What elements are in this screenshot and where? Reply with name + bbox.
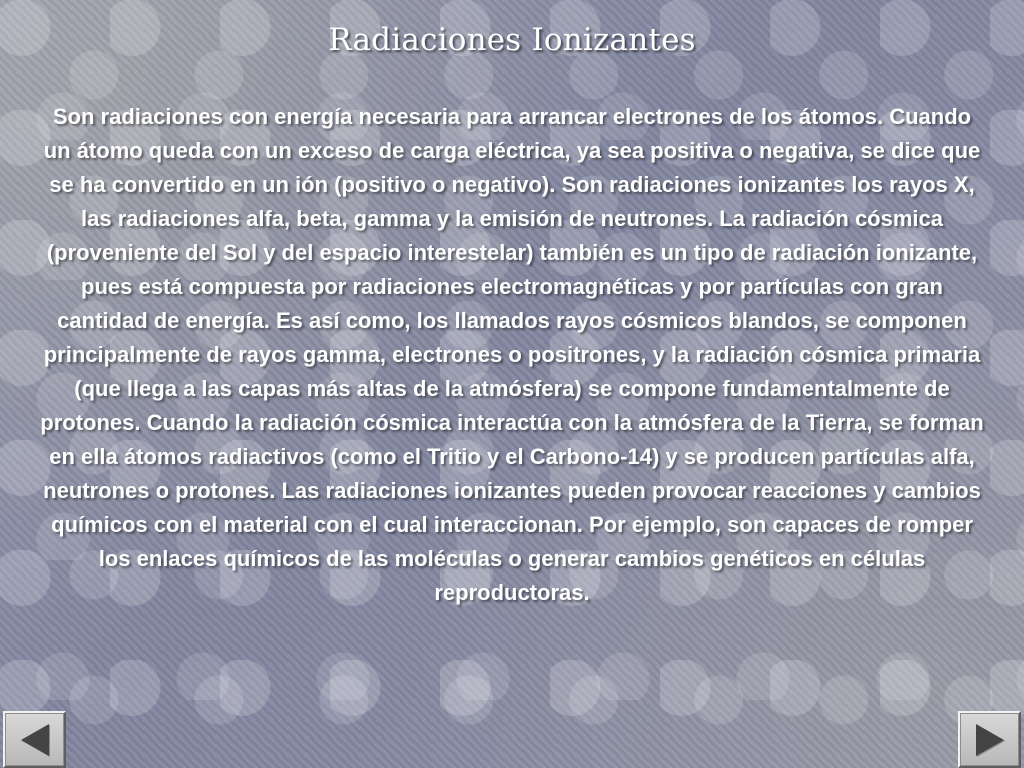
slide-body-text: Son radiaciones con energía necesaria para arrancar electrones de los átomos. Cuando un átomo queda con un exceso de carga eléctrica, ya sea positiva o negativa, se dice que se ha convertido en un ión (positivo o negativo). Son radiaciones ionizantes los rayos X, las radiaciones alfa, beta, gamma y la emisión de neutrones. La radiación cósmica (proveniente del Sol y del espacio interestelar) también es un tipo de radiación ionizante, pues está compuesta por radiaciones electromagnéticas y por partículas con gran cantidad de energía. Es así como, los llamados rayos cósmicos blandos, se componen principalmente de rayos gamma, electrones o positrones, y la radiación cósmica primaria (que llega a las capas más altas de la atmósfera) se compone fundamentalmente de protones. Cuando la radiación cósmica interactúa con la atmósfera de la Tierra, se forman en ella átomos radiactivos (como el Tritio y el Carbono-14) y se producen partículas alfa, neutrones o protones. Las radiaciones ionizantes pueden provocar reacciones y cambios químicos con el material con el cual interaccionan. Por ejemplo, son capaces de romper los enlaces químicos de las moléculas o generar cambios genéticos en células reproductoras. bbox=[40, 104, 984, 605]
triangle-right-icon bbox=[976, 724, 1004, 756]
triangle-left-icon bbox=[21, 724, 49, 756]
previous-slide-button[interactable] bbox=[3, 711, 66, 768]
slide-title: Radiaciones Ionizantes bbox=[328, 22, 696, 58]
next-slide-button[interactable] bbox=[958, 711, 1021, 768]
